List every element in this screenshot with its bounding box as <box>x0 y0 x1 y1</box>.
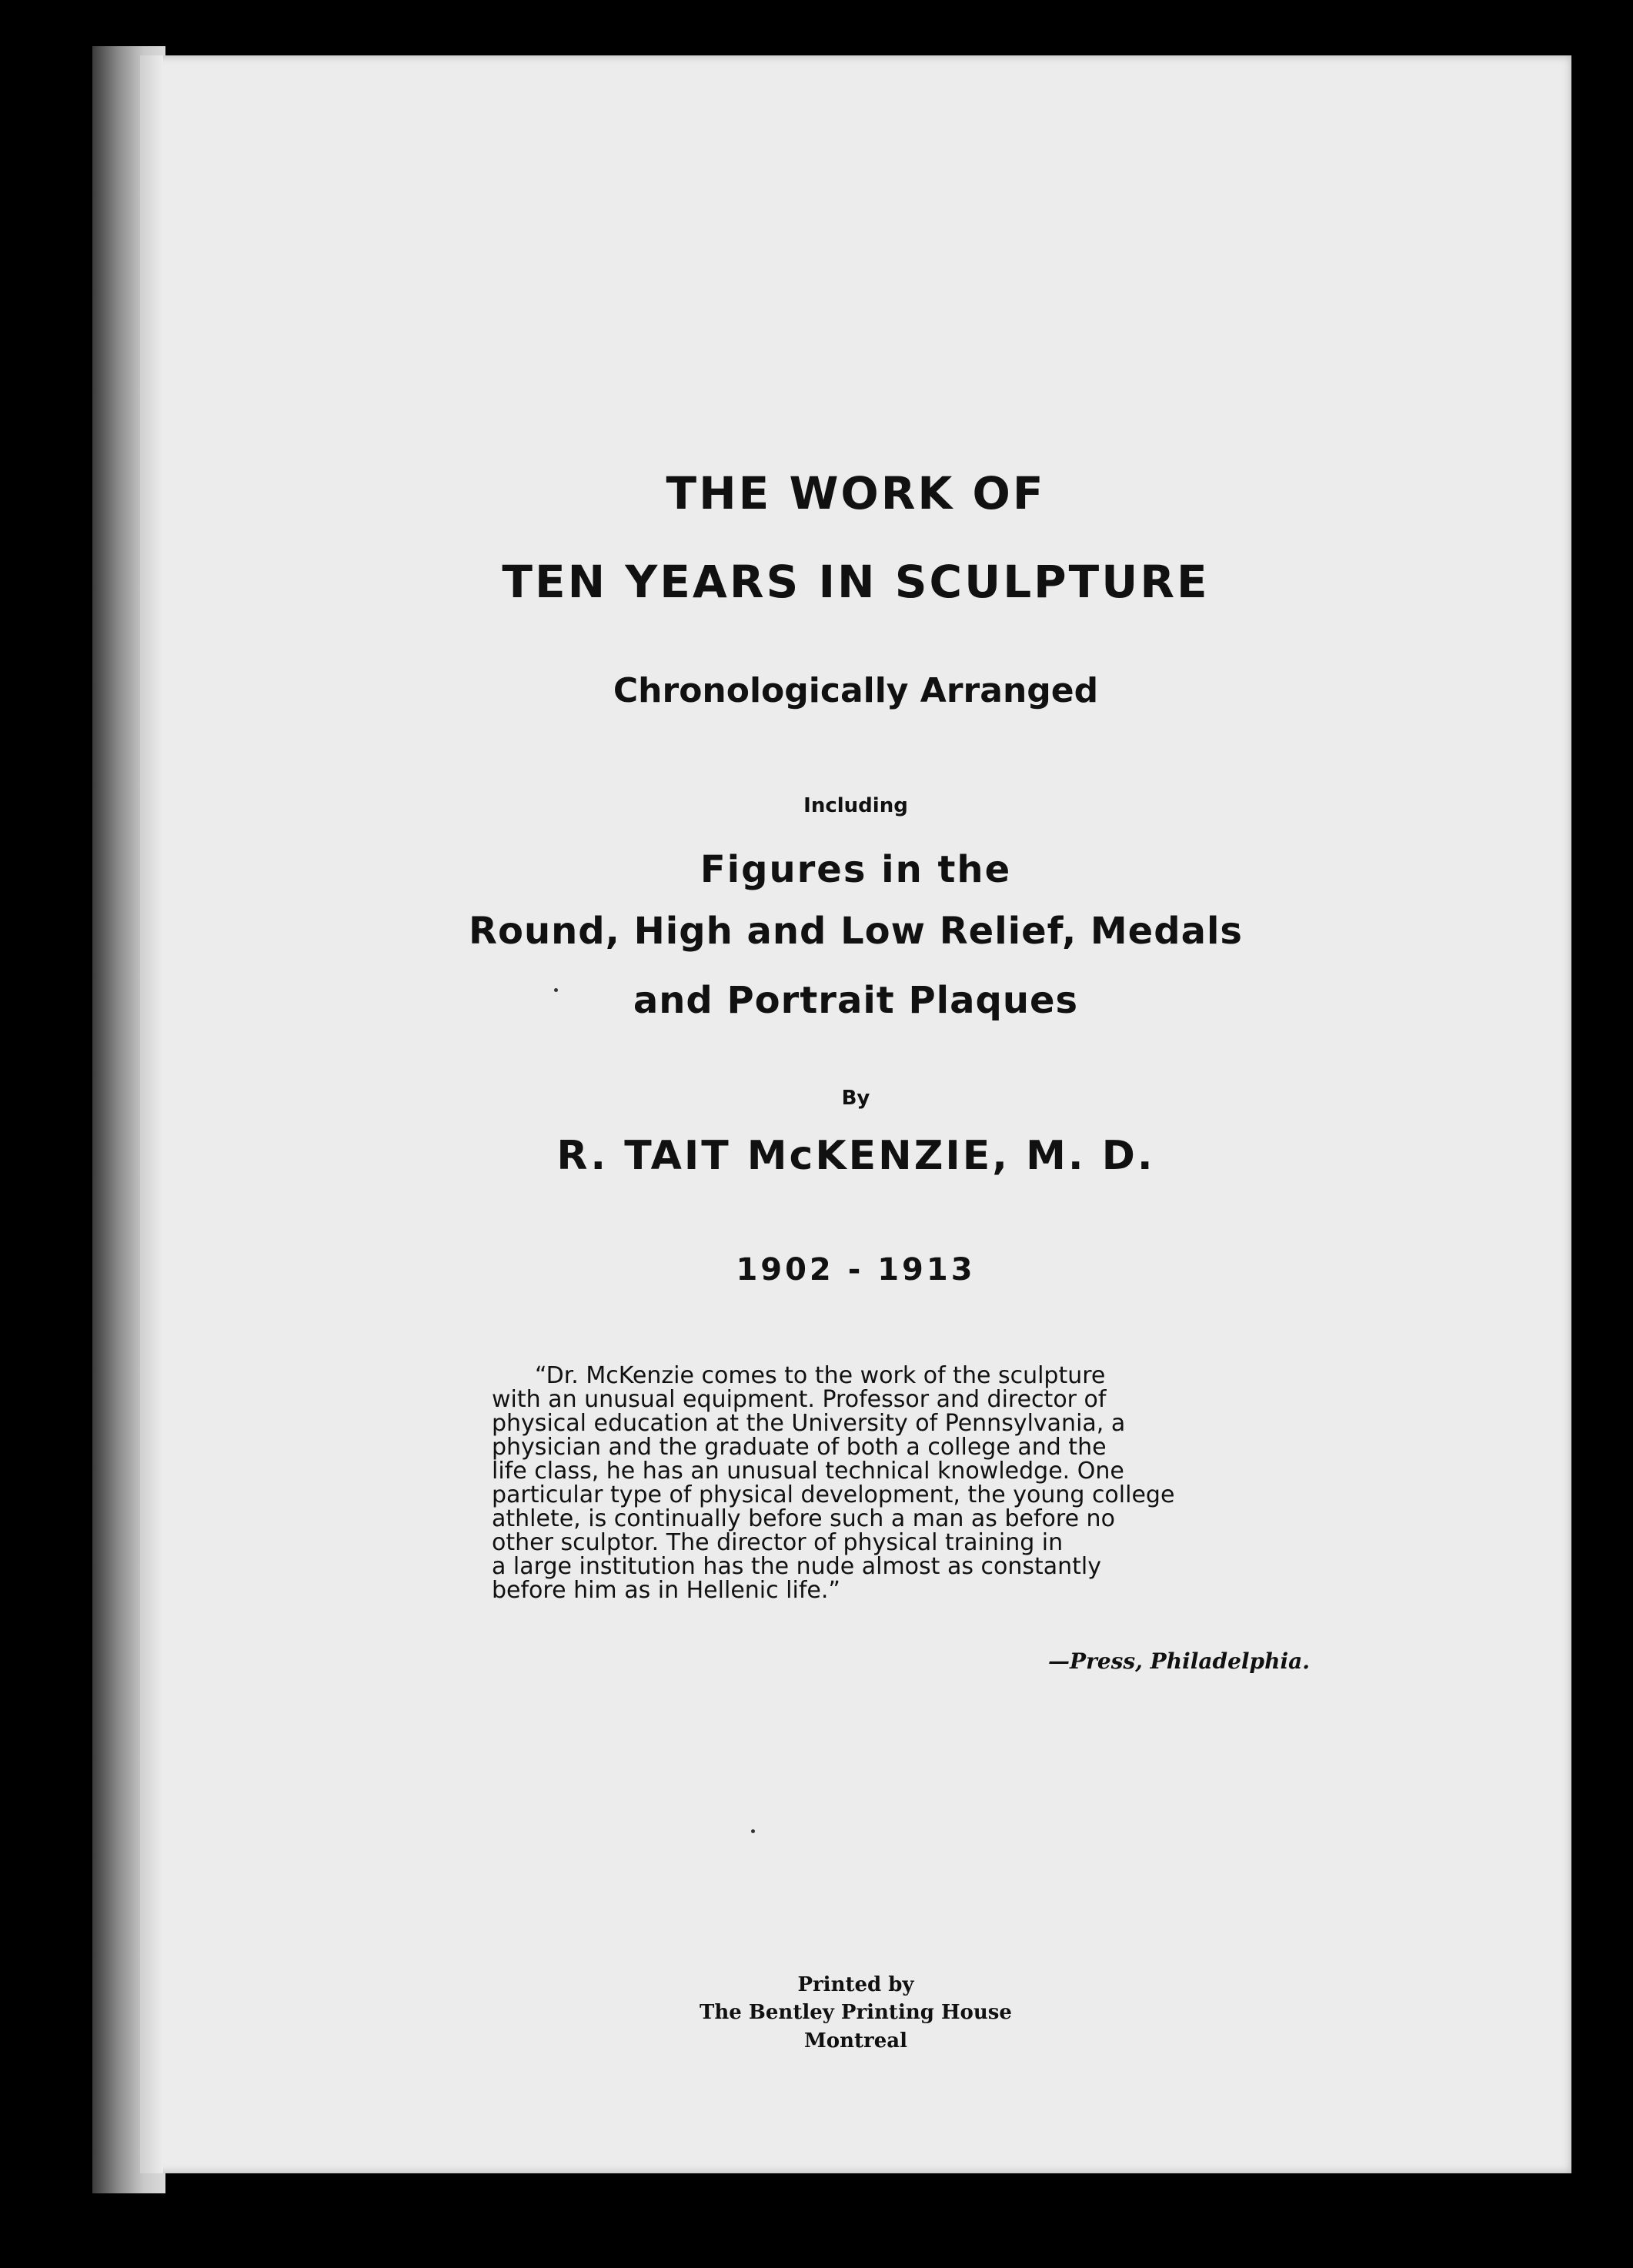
contents-line-1: Figures in the <box>700 848 1012 891</box>
quote-line: athlete, is continually before such a man as before no <box>492 1505 1115 1532</box>
printer-city: Montreal <box>804 2029 907 2053</box>
press-quote <box>492 1364 1347 1602</box>
by-label: By <box>841 1087 870 1110</box>
subtitle: Chronologically Arranged <box>613 671 1099 710</box>
title-line-1: THE WORK OF <box>666 467 1046 519</box>
title-line-2: TEN YEARS IN SCULPTURE <box>502 556 1210 608</box>
scan-speck <box>554 988 558 992</box>
contents-line-2: Round, High and Low Relief, Medals <box>469 910 1243 953</box>
quote-line: life class, he has an unusual technical knowledge. One <box>492 1458 1124 1485</box>
quote-line: physical education at the University of Pennsylvania, a <box>492 1410 1126 1437</box>
including-label: Including <box>803 794 908 817</box>
author-name: R. TAIT McKENZIE, M. D. <box>556 1133 1155 1179</box>
contents-line-3: and Portrait Plaques <box>633 979 1079 1022</box>
printer-line-1: Printed by <box>797 1973 914 1996</box>
quote-line: a large institution has the nude almost as constantly <box>492 1553 1102 1580</box>
printer-name: The Bentley Printing House <box>700 2001 1012 2024</box>
scan-speck <box>751 1829 755 1833</box>
quote-line: with an unusual equipment. Professor and director of <box>492 1386 1107 1413</box>
quote-line: particular type of physical development, the young college <box>492 1481 1175 1508</box>
quote-line: other sculptor. The director of physical training in <box>492 1529 1064 1556</box>
page-gutter-shadow <box>140 55 163 2173</box>
date-range: 1902 - 1913 <box>736 1252 976 1288</box>
quote-attribution: —Press, Philadelphia. <box>1048 1648 1310 1674</box>
quote-line: “Dr. McKenzie comes to the work of the sculpture <box>535 1362 1106 1389</box>
quote-line: before him as in Hellenic life.” <box>492 1577 840 1604</box>
quote-line: physician and the graduate of both a college and the <box>492 1434 1107 1461</box>
title-page <box>140 55 1571 2173</box>
